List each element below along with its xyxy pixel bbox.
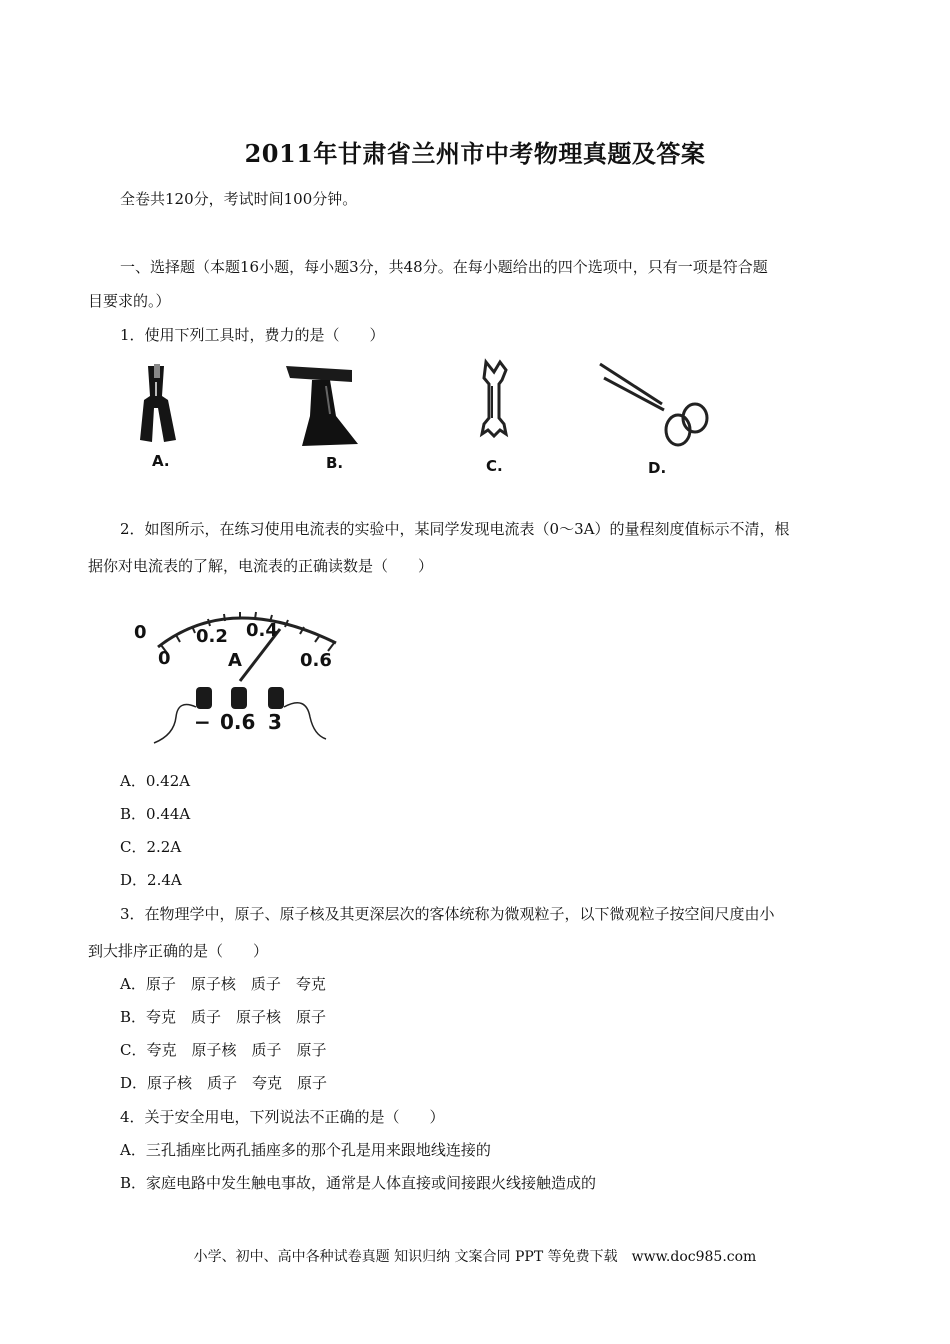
terminal-label-3: 3: [268, 710, 282, 734]
section-heading-line1: 一、选择题（本题16小题，每小题3分，共48分。在每小题给出的四个选项中，只有一项是符合题: [120, 258, 768, 276]
question-3-option-c: C．夸克 原子核 质子 原子: [120, 1041, 327, 1059]
scale-label-0-2: 0.2: [196, 626, 228, 647]
question-2-option-b: B．0.44A: [120, 805, 191, 823]
terminal-label-0-6: 0.6: [220, 710, 256, 734]
scale-label-0-4: 0.4: [246, 620, 278, 641]
wire-right: [284, 703, 326, 739]
exam-intro: 全卷共120分，考试时间100分钟。: [120, 190, 358, 208]
question-2-option-a: A．0.42A: [120, 772, 191, 790]
question-3-option-a: A．原子 原子核 质子 夸克: [120, 975, 326, 993]
section-heading-line2: 目要求的。）: [88, 292, 171, 310]
ammeter-terminal-knobs: [196, 687, 284, 709]
scissors-icon: [600, 364, 707, 445]
question-4-stem: 4．关于安全用电，下列说法不正确的是（ ）: [120, 1108, 445, 1126]
page-title: 2011年甘肃省兰州市中考物理真题及答案: [244, 139, 706, 168]
wire-left: [154, 705, 196, 743]
terminal-label-negative: −: [194, 710, 211, 734]
question-3-option-b: B．夸克 质子 原子核 原子: [120, 1008, 327, 1026]
question-3-option-d: D．原子核 质子 夸克 原子: [120, 1074, 328, 1092]
pliers-icon: [140, 364, 176, 442]
question-2-option-d: D．2.4A: [120, 871, 182, 889]
tool-label-d: D.: [648, 459, 667, 477]
question-4-option-a: A．三孔插座比两孔插座多的那个孔是用来跟地线连接的: [120, 1141, 491, 1159]
tool-label-a: A.: [152, 452, 170, 470]
ammeter-unit-label: A: [228, 650, 242, 671]
wrench-icon: [482, 362, 506, 436]
question-3-stem-line1: 3．在物理学中，原子、原子核及其更深层次的客体统称为微观粒子，以下微观粒子按空间尺度由小: [120, 905, 775, 923]
scale-label-bottom-0: 0: [158, 648, 171, 669]
scale-label-top-0: 0: [134, 622, 147, 643]
question-2-stem-line1: 2．如图所示，在练习使用电流表的实验中，某同学发现电流表（0～3A）的量程刻度值标示不清，根: [120, 520, 790, 538]
question-4-option-b: B．家庭电路中发生触电事故，通常是人体直接或间接跟火线接触造成的: [120, 1174, 597, 1192]
question-2-stem-line2: 据你对电流表的了解，电流表的正确读数是（ ）: [88, 557, 434, 575]
question-3-stem-line2: 到大排序正确的是（ ）: [88, 942, 269, 960]
tool-label-b: B.: [326, 454, 344, 472]
page-footer: 小学、初中、高中各种试卷真题 知识归纳 文案合同 PPT 等免费下载 www.doc985.com: [193, 1249, 757, 1265]
tool-label-c: C.: [486, 457, 503, 475]
scale-label-0-6: 0.6: [300, 650, 332, 671]
question-2-option-c: C．2.2A: [120, 838, 182, 856]
tools-figure: [130, 356, 730, 486]
question-1-stem: 1．使用下列工具时，费力的是（ ）: [120, 326, 385, 344]
bottle-opener-icon: [286, 366, 358, 446]
